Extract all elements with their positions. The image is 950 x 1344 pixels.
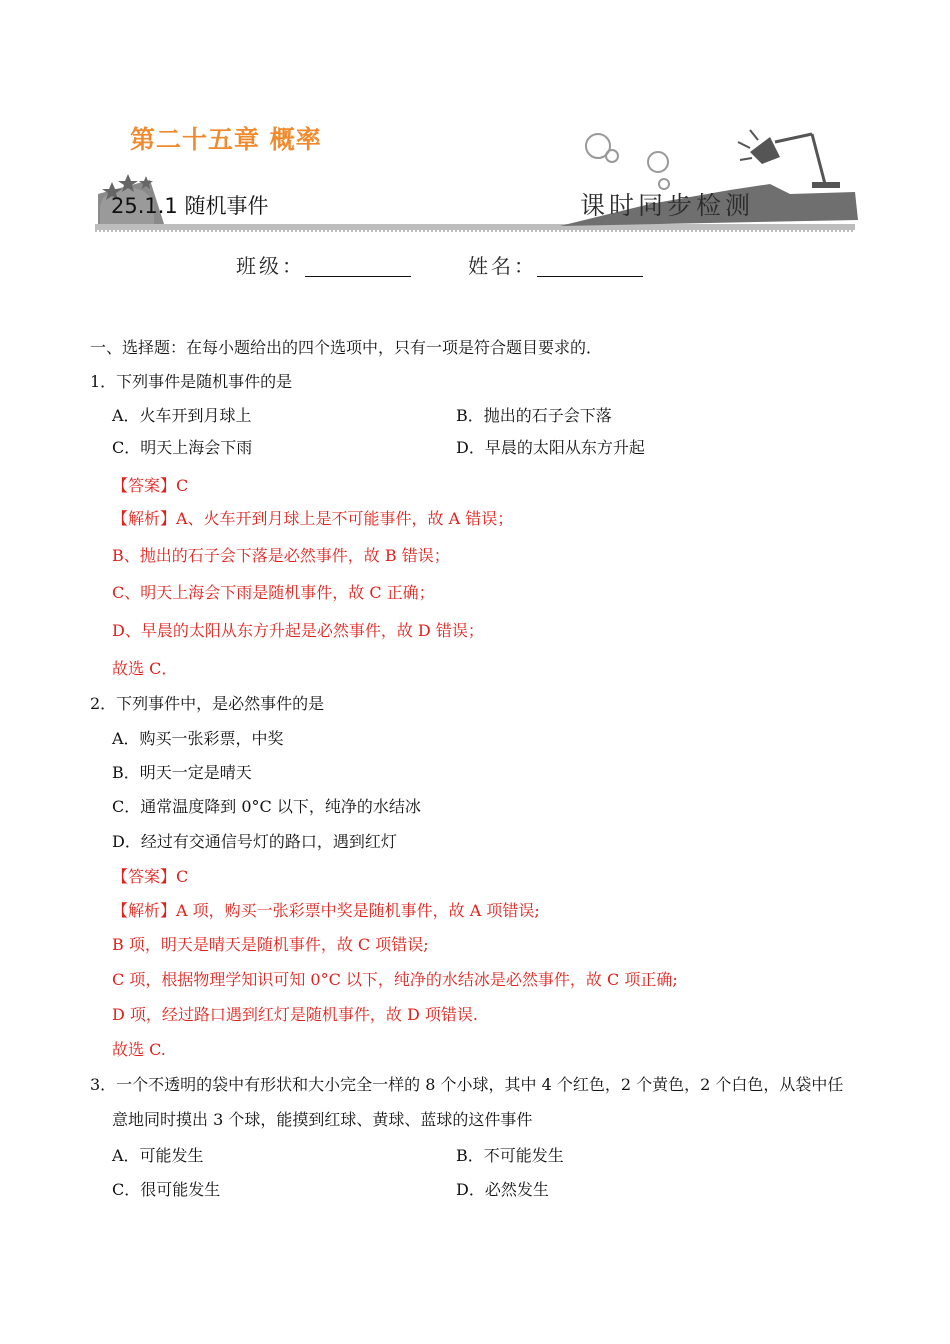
q2-answer: 【答案】C [112, 867, 189, 886]
class-blank [305, 254, 411, 277]
q2-option-c: C．通常温度降到 0°C 以下，纯净的水结冰 [112, 797, 421, 816]
section-title: 25.1.1 随机事件 [111, 194, 269, 218]
bubble-icon [606, 150, 618, 162]
q1-analysis-line: C、明天上海会下雨是随机事件，故 C 正确； [112, 583, 435, 602]
q2-option-d: D．经过有交通信号灯的路口，遇到红灯 [112, 832, 397, 851]
bubble-icon [648, 152, 668, 172]
q2-option-b: B．明天一定是晴天 [112, 763, 252, 782]
q2-option-a: A．购买一张彩票，中奖 [112, 729, 284, 748]
class-label: 班级： [236, 254, 305, 278]
q1-analysis-line: 【解析】A、火车开到月球上是不可能事件，故 A 错误； [112, 509, 514, 528]
q2-analysis-line: D 项，经过路口遇到红灯是随机事件，故 D 项错误. [112, 1005, 479, 1024]
brand-title: 课时同步检测 [580, 191, 755, 220]
q3-option-a: A．可能发生 [112, 1146, 204, 1165]
q1-analysis-line: B、抛出的石子会下落是必然事件，故 B 错误； [112, 546, 450, 565]
q1-stem: 1．下列事件是随机事件的是 [90, 372, 293, 391]
q1-option-a: A．火车开到月球上 [112, 406, 252, 425]
class-field [236, 250, 411, 279]
q3-stem-line2: 意地同时摸出 3 个球，能摸到红球、黄球、蓝球的这件事件 [112, 1110, 533, 1129]
q1-option-c: C．明天上海会下雨 [112, 438, 253, 457]
q1-conclusion: 故选 C． [112, 659, 178, 678]
q1-answer: 【答案】C [112, 476, 189, 495]
q2-analysis-line: B 项，明天是晴天是随机事件，故 C 项错误; [112, 935, 429, 954]
q3-stem-line1: 3．一个不透明的袋中有形状和大小完全一样的 8 个小球，其中 4 个红色，2 个黄色，2 个白色，从袋中任 [90, 1075, 844, 1094]
q2-conclusion: 故选 C. [112, 1040, 166, 1059]
q3-option-d: D．必然发生 [456, 1180, 549, 1199]
q1-analysis-line: D、早晨的太阳从东方升起是必然事件，故 D 错误； [112, 621, 484, 640]
q1-option-b: B．抛出的石子会下落 [456, 406, 612, 425]
name-label: 姓名： [468, 254, 537, 278]
desk-lamp-icon [738, 130, 840, 188]
name-field [468, 250, 643, 279]
q2-stem: 2．下列事件中，是必然事件的是 [90, 694, 325, 713]
name-blank [537, 254, 643, 277]
q3-option-b: B．不可能发生 [456, 1146, 564, 1165]
q3-option-c: C．很可能发生 [112, 1180, 221, 1199]
q2-analysis-line: 【解析】A 项，购买一张彩票中奖是随机事件，故 A 项错误; [112, 901, 540, 920]
chapter-title: 第二十五章 概率 [130, 125, 322, 154]
q2-analysis-line: C 项，根据物理学知识可知 0°C 以下，纯净的水结冰是必然事件，故 C 项正确; [112, 970, 678, 989]
section-heading: 一、选择题：在每小题给出的四个选项中，只有一项是符合题目要求的． [90, 338, 603, 357]
q1-option-d: D．早晨的太阳从东方升起 [456, 438, 645, 457]
